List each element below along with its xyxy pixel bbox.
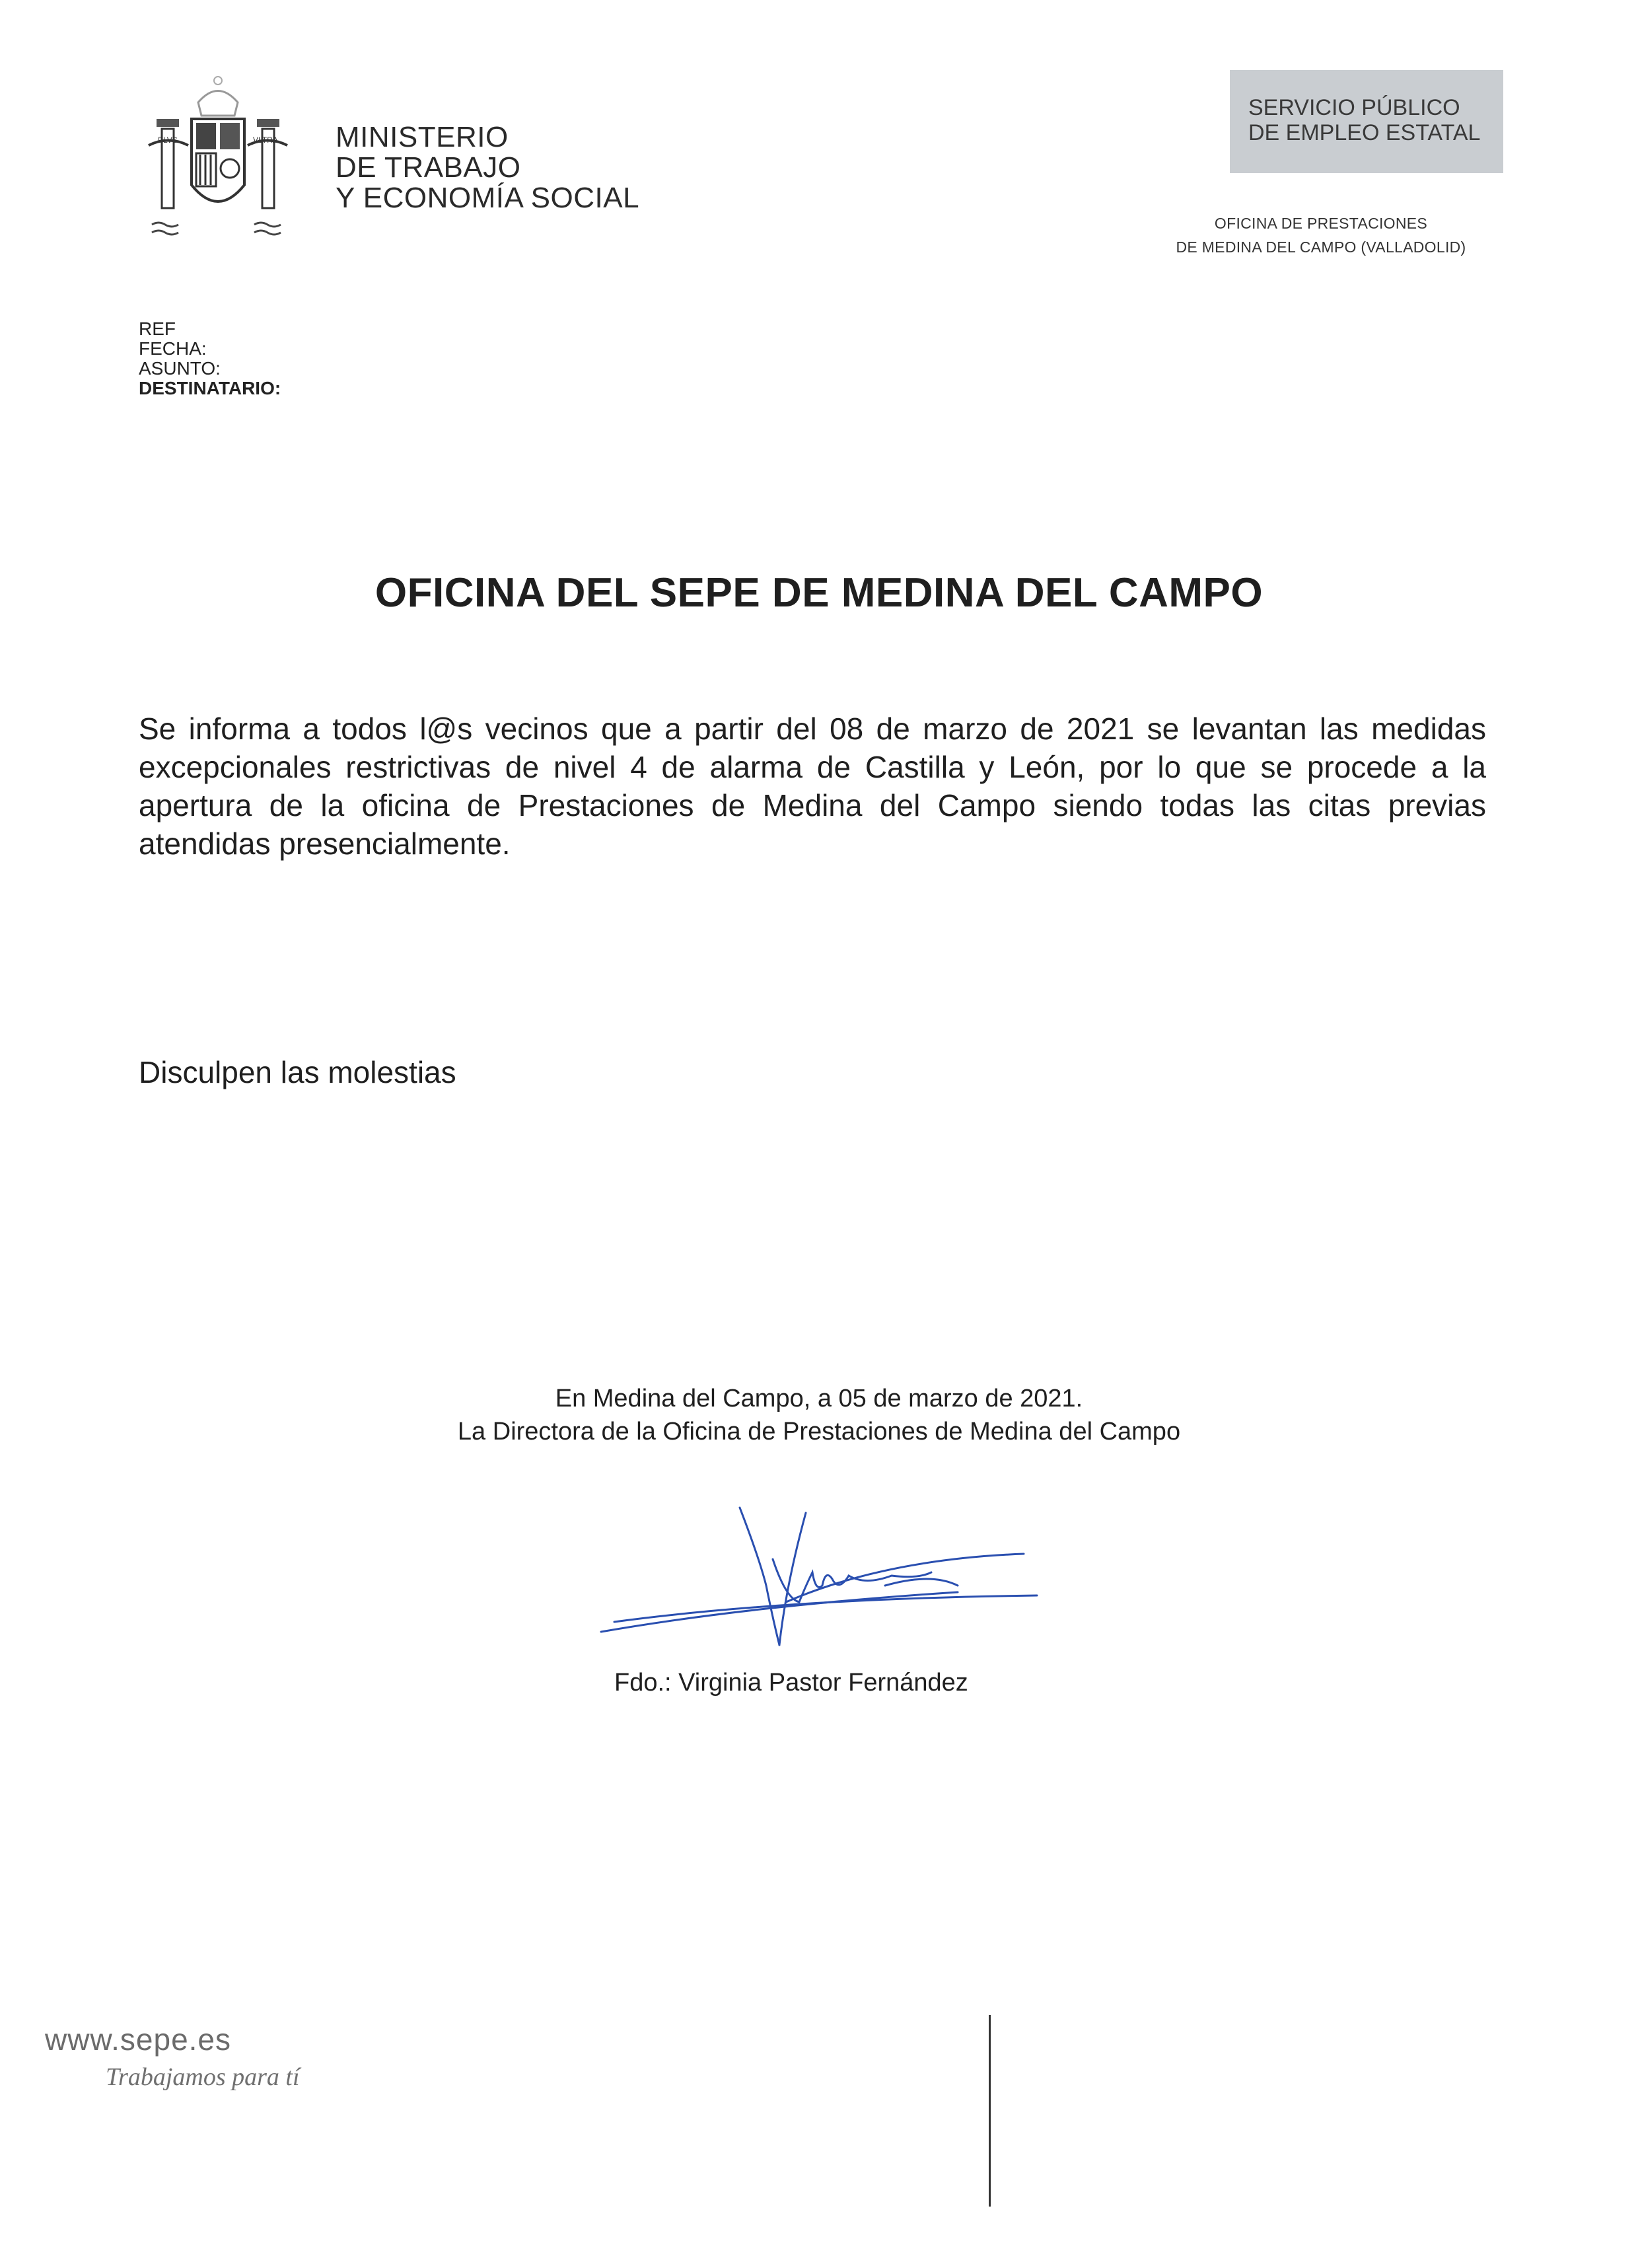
- website-link[interactable]: www.sepe.es: [45, 2022, 232, 2057]
- ministry-line: MINISTERIO: [336, 121, 509, 153]
- reference-block: [139, 319, 281, 398]
- office-line: OFICINA DE PRESTACIONES: [1214, 215, 1428, 232]
- date-label: FECHA:: [139, 338, 207, 359]
- place-date: En Medina del Campo, a 05 de marzo de 2021.: [555, 1385, 1083, 1412]
- slogan: Trabajamos para tí: [106, 2063, 300, 2091]
- recipient-label: DESTINATARIO:: [139, 378, 281, 398]
- notice-body: Se informa a todos l@s vecinos que a partir del 08 de marzo de 2021 se levantan las medidas excepcionales restrictivas de nivel 4 de alarma de Castilla y León, por lo que se procede a la apertura de la oficina de Prestaciones de Medina del Campo siendo todas las citas previas atendidas presencialmente.: [139, 712, 1486, 861]
- sepe-logo-box: [1230, 70, 1503, 173]
- office-address: [1123, 211, 1519, 259]
- closing-block: [0, 1382, 1638, 1448]
- svg-text:PLVS: PLVS: [158, 135, 178, 145]
- signature-icon: [588, 1486, 1050, 1658]
- signed-by: Fdo.: Virginia Pastor Fernández: [614, 1669, 968, 1697]
- svg-text:VLTRA: VLTRA: [253, 135, 278, 145]
- ref-label: REF: [139, 318, 176, 339]
- sepe-line: DE EMPLEO ESTATAL: [1248, 120, 1481, 145]
- footer-divider: [989, 2015, 991, 2207]
- subject-label: ASUNTO:: [139, 358, 221, 379]
- signer-role: La Directora de la Oficina de Prestaciones de Medina del Campo: [457, 1418, 1181, 1445]
- coat-of-arms: [135, 66, 301, 244]
- sepe-line: SERVICIO PÚBLICO: [1248, 95, 1460, 120]
- document-title: [0, 569, 1638, 616]
- ministry-name: [336, 122, 639, 213]
- handwritten-signature: [588, 1486, 1050, 1658]
- ministry-line: DE TRABAJO: [336, 151, 521, 184]
- apology-text: Disculpen las molestias: [139, 1055, 456, 1089]
- office-line: DE MEDINA DEL CAMPO (VALLADOLID): [1176, 238, 1466, 256]
- coat-of-arms-icon: [135, 66, 301, 244]
- document-title-text: OFICINA DEL SEPE DE MEDINA DEL CAMPO: [374, 570, 1264, 616]
- ministry-line: Y ECONOMÍA SOCIAL: [336, 182, 640, 214]
